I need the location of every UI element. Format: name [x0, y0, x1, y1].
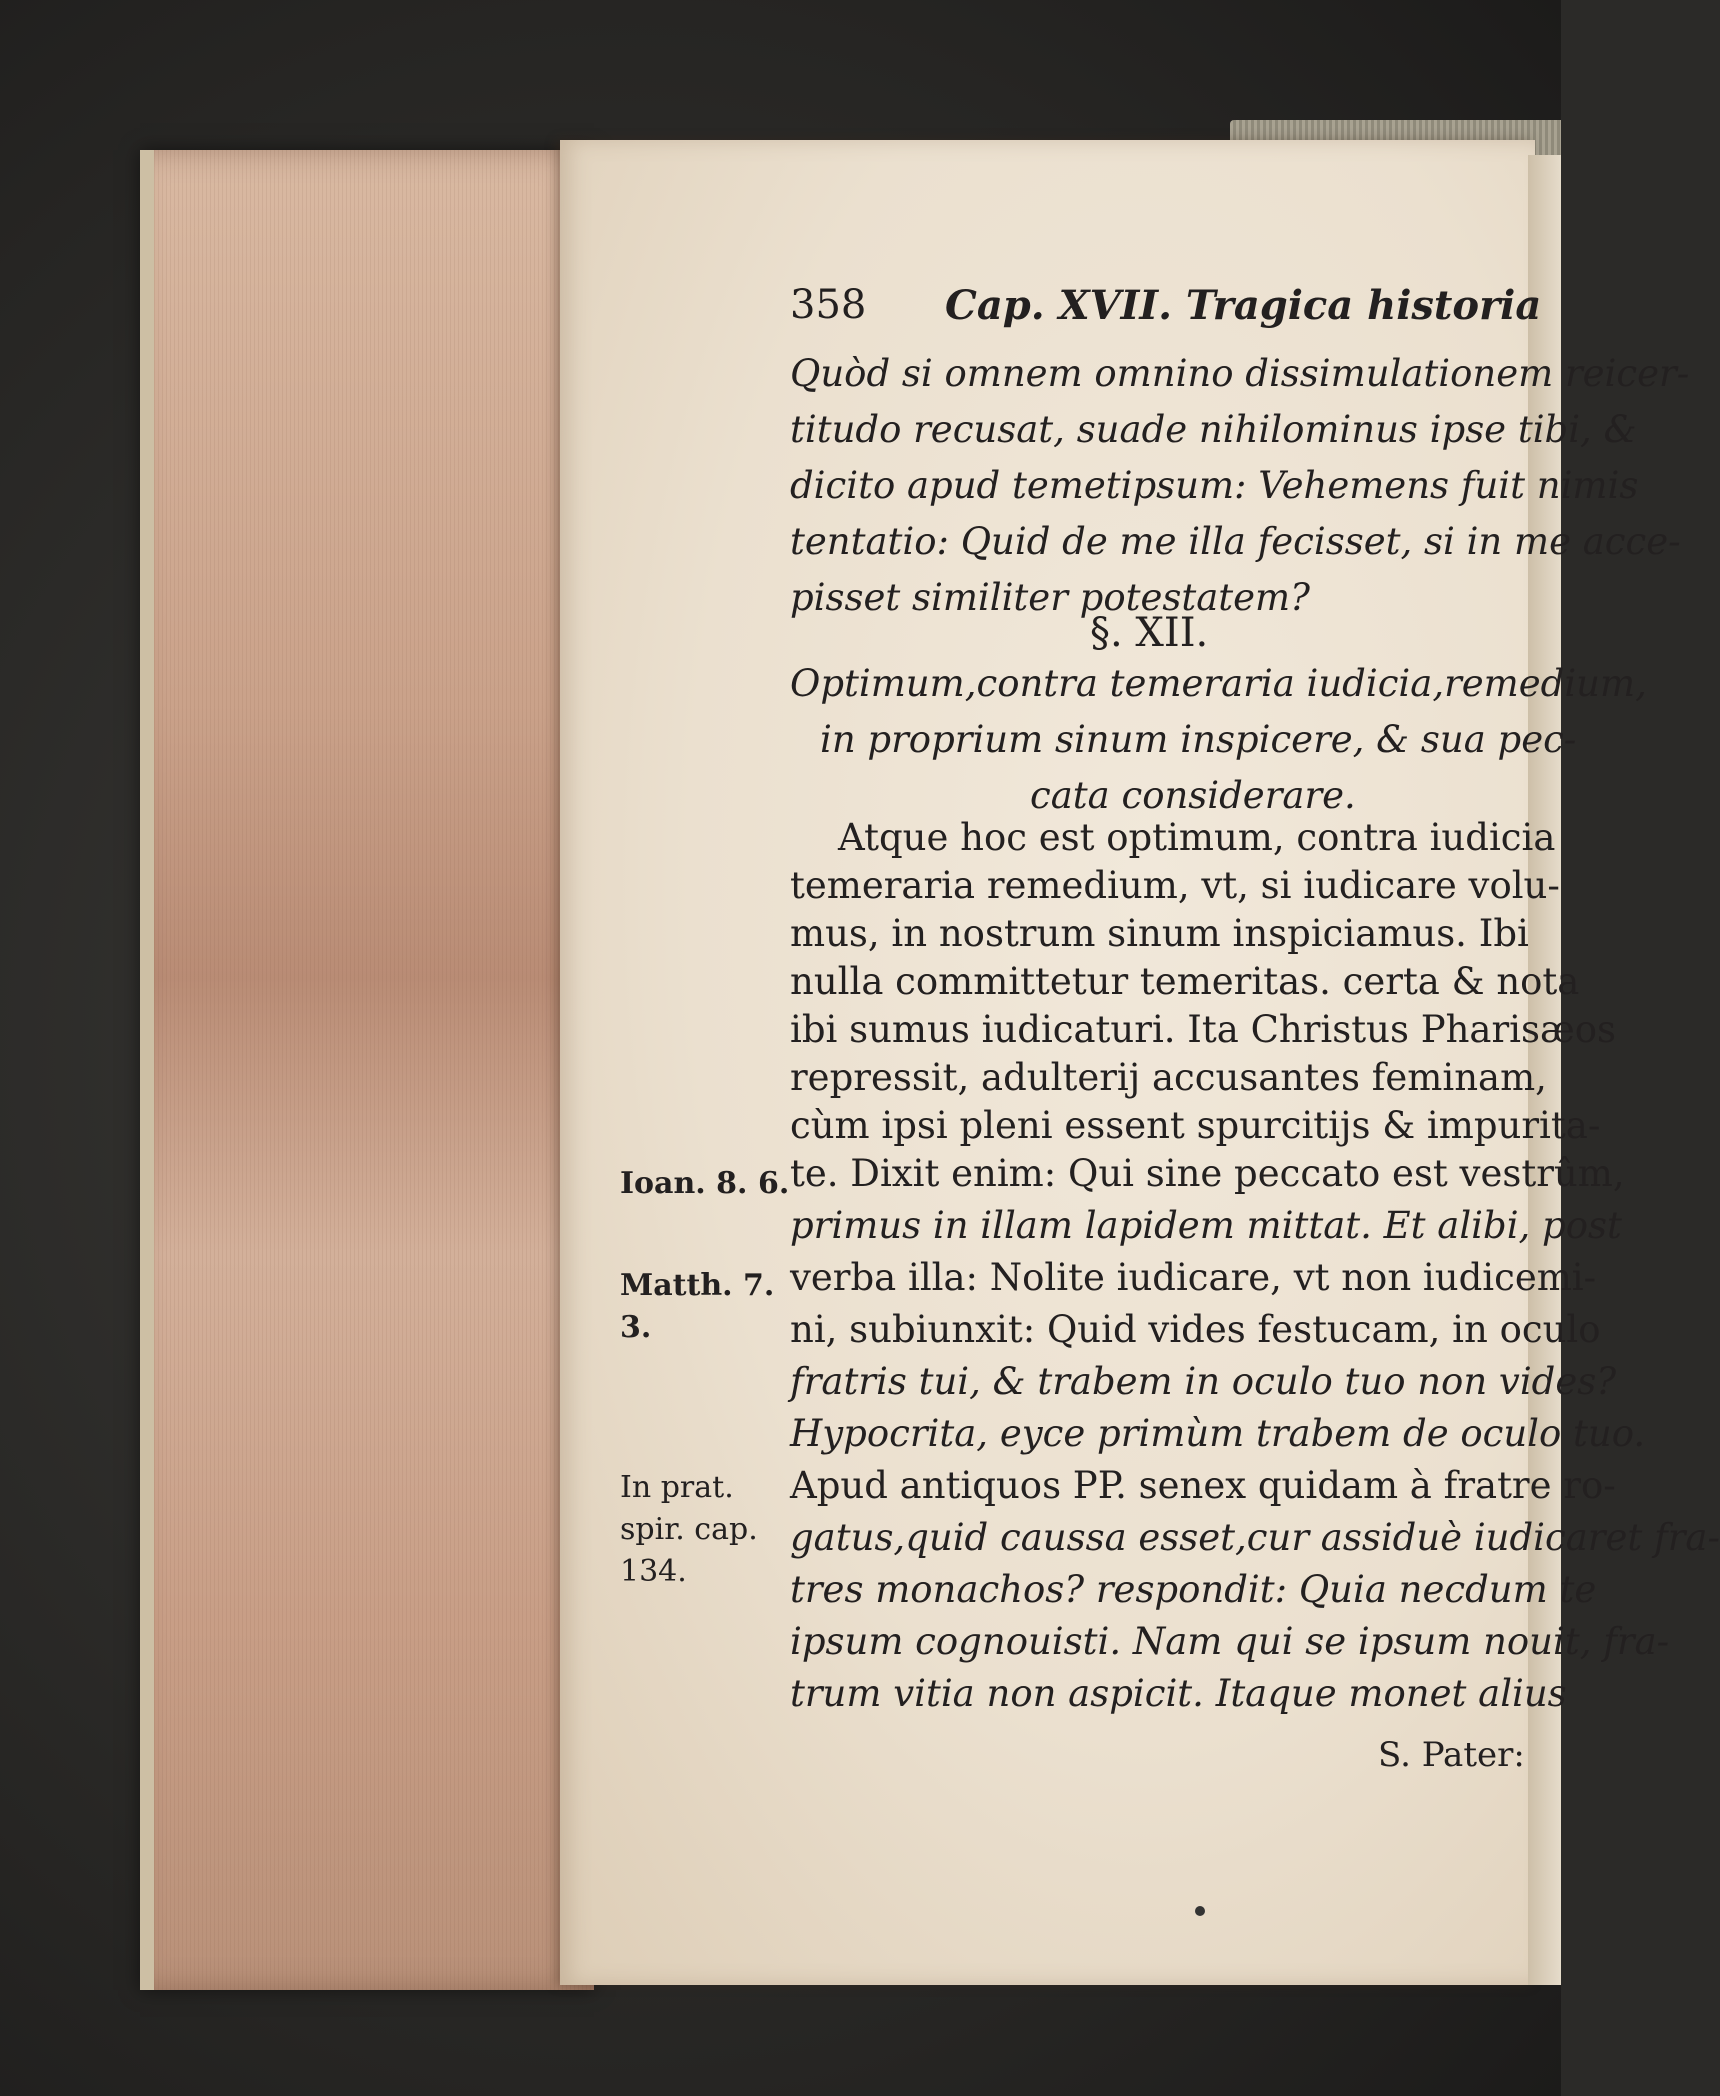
- body-line: primus in illam lapidem mittat. Et alibi, post: [790, 1204, 1622, 1247]
- body-line: te. Dixit enim: Qui sine peccato est vestrûm,: [790, 1152, 1625, 1195]
- intro-line: Quòd si omnem omnino dissimulationem reicer-: [790, 352, 1690, 395]
- body-line: gatus,quid caussa esset,cur assiduè iudicaret fra-: [790, 1516, 1720, 1559]
- body-line: ni, subiunxit: Quid vides festucam, in oculo: [790, 1308, 1601, 1351]
- margin-reference: Ioan. 8. 6.: [620, 1166, 790, 1201]
- summary-line: Optimum,contra temeraria iudicia,remedium,: [790, 662, 1647, 705]
- page-number: 358: [790, 282, 867, 328]
- intro-line: pisset similiter potestatem?: [790, 576, 1310, 619]
- catchword: S. Pater:: [1378, 1735, 1525, 1775]
- ink-spot: [1195, 1906, 1205, 1916]
- running-title: Cap. XVII. Tragica historia: [945, 282, 1542, 329]
- body-line: trum vitia non aspicit. Itaque monet alius: [790, 1672, 1567, 1715]
- margin-reference: 3.: [620, 1310, 652, 1345]
- body-line: ipsum cognouisti. Nam qui se ipsum nouit, fra-: [790, 1620, 1670, 1663]
- body-line: fratris tui, & trabem in oculo tuo non vides?: [790, 1360, 1617, 1403]
- body-line: repressit, adulterij accusantes feminam,: [790, 1056, 1547, 1099]
- margin-reference: Matth. 7.: [620, 1268, 775, 1303]
- summary-line: in proprium sinum inspicere, & sua pec-: [820, 718, 1577, 761]
- book-page-edges: [140, 150, 594, 1990]
- body-line: tres monachos? respondit: Quia necdum te: [790, 1568, 1597, 1611]
- margin-reference: spir. cap.: [620, 1512, 758, 1547]
- body-line: nulla committetur temeritas. certa & nota: [790, 960, 1580, 1003]
- intro-line: dicito apud temetipsum: Vehemens fuit nimis: [790, 464, 1639, 507]
- body-line: cùm ipsi pleni essent spurcitijs & impurita-: [790, 1104, 1601, 1147]
- body-line: mus, in nostrum sinum inspiciamus. Ibi: [790, 912, 1529, 955]
- section-number: §. XII.: [1090, 610, 1209, 656]
- intro-line: titudo recusat, suade nihilominus ipse tibi, &: [790, 408, 1637, 451]
- margin-reference: In prat.: [620, 1470, 734, 1505]
- body-line: ibi sumus iudicaturi. Ita Christus Pharisæos: [790, 1008, 1617, 1051]
- body-line: Hypocrita, eyce primùm trabem de oculo tuo.: [790, 1412, 1646, 1455]
- intro-line: tentatio: Quid de me illa fecisset, si in me acce-: [790, 520, 1681, 563]
- body-line: temeraria remedium, vt, si iudicare volu-: [790, 864, 1560, 907]
- body-line: Atque hoc est optimum, contra iudicia: [838, 816, 1556, 859]
- summary-line: cata considerare.: [1030, 774, 1356, 817]
- margin-reference: 134.: [620, 1554, 687, 1589]
- body-line: Apud antiquos PP. senex quidam à fratre ro-: [790, 1464, 1616, 1507]
- body-line: verba illa: Nolite iudicare, vt non iudicemi-: [790, 1256, 1597, 1299]
